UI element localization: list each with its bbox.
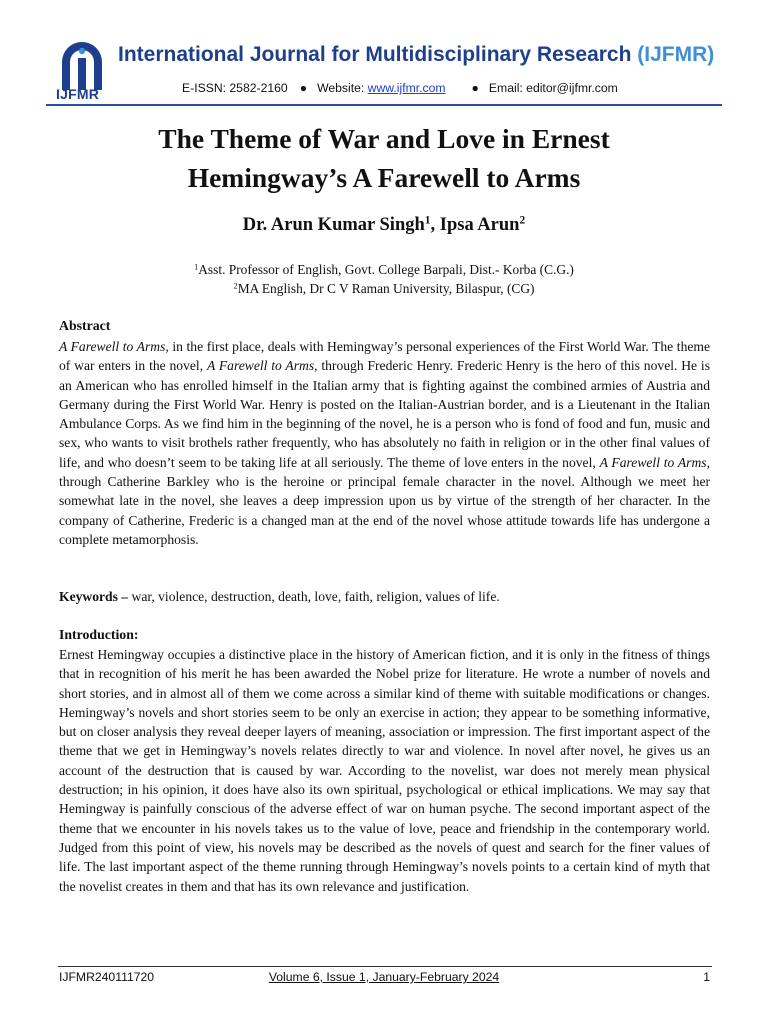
journal-abbreviation: (IJFMR) xyxy=(637,43,715,66)
affiliation-1 xyxy=(40,260,728,279)
author-separator: , xyxy=(430,215,440,235)
abstract-text-1: , in the first place, deals with Hemingway’s personal experiences of the First World War. The theme of war enters in the novel, xyxy=(59,339,711,374)
abstract-em-3: A Farewell to Arms xyxy=(599,454,707,470)
website-link[interactable]: www.ijfmr.com xyxy=(367,81,446,95)
bullet-icon: ● xyxy=(299,81,308,95)
keywords-text: war, violence, destruction, death, love, faith, religion, values of life. xyxy=(128,589,500,604)
affiliation-1-sup: 1 xyxy=(194,262,199,272)
footer-volume xyxy=(0,970,768,984)
journal-title xyxy=(118,43,714,67)
affiliation-1-text: Asst. Professor of English, Govt. College Barpali, Dist.- Korba (C.G.) xyxy=(198,262,574,277)
abstract-heading: Abstract xyxy=(59,318,111,333)
journal-name: International Journal for Multidisciplinary Research xyxy=(118,43,632,66)
title-line-1: The Theme of War and Love in Ernest xyxy=(158,123,610,154)
introduction-heading: Introduction: xyxy=(59,627,139,642)
author-2: Ipsa Arun xyxy=(439,215,520,235)
title-line-2: Hemingway’s A Farewell to Arms xyxy=(187,162,581,193)
author-2-sup: 2 xyxy=(519,214,526,227)
bullet-icon: ● xyxy=(471,81,479,95)
email: Email: editor@ijfmr.com xyxy=(488,81,618,95)
header-divider xyxy=(46,104,722,106)
footer-divider xyxy=(58,966,712,967)
paper-title xyxy=(40,119,728,197)
affiliations xyxy=(40,260,728,298)
eissn: E-ISSN: 2582-2160 xyxy=(182,81,288,95)
abstract-text-3: , through Catherine Barkley who is the heroine or principal female character in the novel. Although we meet her somewhat late in the novel, she leaves a deep impression upon us by virtue of the strength of her character. In the company of Catherine, Frederic is a changed man at the end of the novel whose attitude towards life has undergone a complete metamorphosis. xyxy=(59,454,710,547)
header-info xyxy=(182,81,618,95)
footer-page-number: 1 xyxy=(703,970,710,984)
keywords-label: Keywords – xyxy=(59,589,129,604)
abstract-em-2: A Farewell to Arms, xyxy=(206,358,318,374)
keywords xyxy=(59,589,500,605)
logo-text: IJFMR xyxy=(56,86,99,102)
footer-volume-text: Volume 6, Issue 1, January-February 2024 xyxy=(268,970,500,984)
author-1-sup: 1 xyxy=(424,214,431,227)
abstract-em-1: A Farewell to Arms xyxy=(59,339,166,354)
author-1: Dr. Arun Kumar Singh xyxy=(242,215,425,235)
abstract-text xyxy=(59,337,710,549)
introduction-text: Ernest Hemingway occupies a distinctive place in the history of American fiction, and it is only in the fitness of things that in recognition of his merit he has been awarded the Nobel prize for literature. He wrote a number of novels and short stories, and in almost all of them we come across a similar kind of theme with suitable modifications or changes. Hemingway’s novels and short stories seem to be only an exercise in action; they appear to be something informative, but on closer analysis they reveal deeper layers of meaning, association or impression. The first important aspect of the theme that we get in Hemingway’s novels relates directly to war and violence. In novel after novel, he gives us an account of the destruction that is caused by war. According to the novelist, war does not merely mean physical destruction; in his opinion, it does have also its own spiritual, psychological or ethical implications. We may say that Hemingway is painfully conscious of the adverse effect of war on human psyche. The second important aspect of the theme that we encounter in his novels takes us to the value of love, peace and friendship in the contemporary world. Judged from this point of view, his novels may be described as the novels of quest and search for the finer values of life. The last important aspect of the theme running through Hemingway’s novels points to a certain kind of myth that the novelist creates in them and that has its own relevance and justification. xyxy=(59,647,710,894)
website-label: Website: xyxy=(317,81,365,95)
authors xyxy=(40,215,728,236)
affiliation-2 xyxy=(40,279,728,298)
affiliation-2-text: MA English, Dr C V Raman University, Bilaspur, (CG) xyxy=(237,281,535,296)
footer-paper-id: IJFMR240111720 xyxy=(59,970,155,984)
affiliation-2-sup: 2 xyxy=(233,281,238,291)
abstract-text-2: through Frederic Henry. Frederic Henry is the hero of this novel. He is an American who has enrolled himself in the Italian army that is fighting against the combined armies of Austria and Germany during the First World War. Henry is posted on the Italian-Austrian border, and is a Lieutenant in the Italian Ambulance Corps. As we find him in the beginning of the novel, he is a person who is fond of food and fun, music and sex, who wants to visit brothels rather frequently, who has absolutely no faith in religion or in the other final values of life, and who doesn’t seem to be taking life at all seriously. The theme of love enters in the novel, xyxy=(59,358,710,470)
